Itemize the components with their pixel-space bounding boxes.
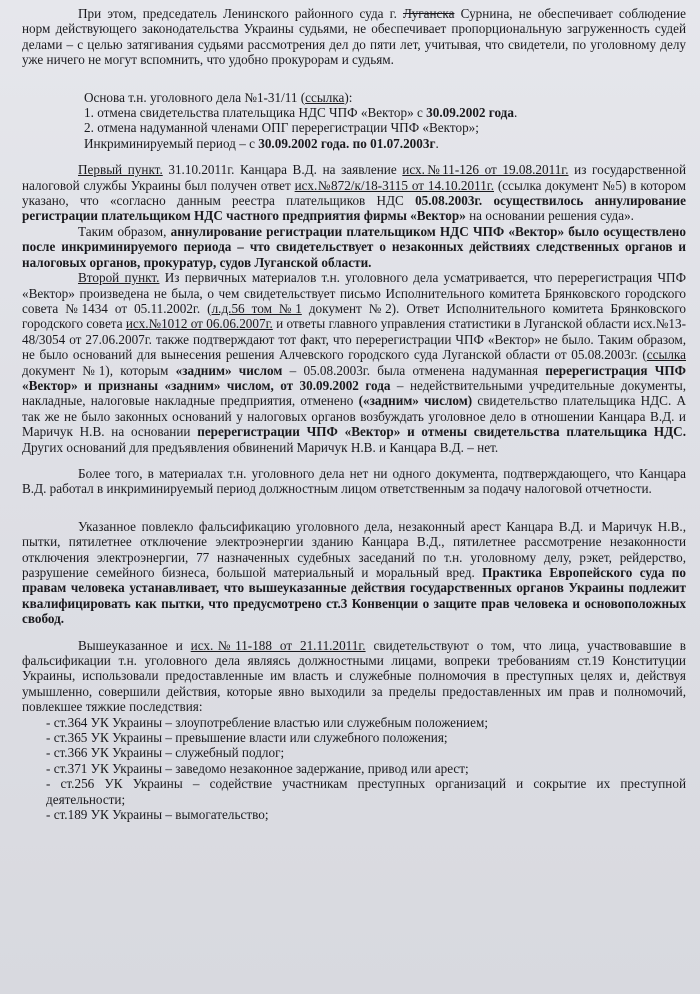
second-point-ref-1[interactable]: л.д.56 том №1	[211, 300, 302, 316]
consequences-bold: Практика Европейского суда по правам человека устанавливает, что вышеуказанные действия государственных органов Украины подлежит квалифицировать как пытки, что предусмотрено ст.3 Конвенции о защите прав человека и основоположных свобод.	[22, 565, 686, 627]
basis-heading-prefix: Основа т.н. уголовного дела №1-31/11 (	[84, 89, 306, 105]
article-item: - ст.189 УК Украины – вымогательство;	[46, 807, 269, 823]
basis-item-1-date: 30.09.2002 года	[426, 105, 514, 121]
second-point-text-7: свидетельство плательщика НДС. А так же не было законных оснований у налоговых органов возбуждать уголовное дело в отношении Канцара В.Д. и Маричук Н.В. на основании	[22, 393, 686, 440]
second-point-bold-3: («задним» числом)	[358, 393, 473, 409]
second-point-bold-4: перерегистрации ЧПФ «Вектор» и отмены свидетельства плательщика НДС.	[197, 424, 686, 440]
thus-bold: аннулирование регистрации плательщиком НДС ЧПФ «Вектор» было осуществлено после инкриминируемого периода – что свидетельствует о незаконных действиях следственных органов и налоговых органов, прокуратур, судов Луганской области.	[22, 223, 686, 270]
basis-item-1-text: 1. отмена свидетельства плательщика НДС ЧПФ «Вектор» с	[84, 105, 427, 121]
first-point-text-1: 31.10.2011г. Канцара В.Д. на заявление	[162, 162, 403, 178]
intro-text-1: При этом, председатель Ленинского районного суда г.	[78, 6, 404, 21]
second-point-ref-3[interactable]: ссылка	[646, 347, 686, 363]
basis-item-2: 2. отмена надуманной членами ОПГ перерегистрации ЧПФ «Вектор»;	[84, 120, 479, 136]
moreover-paragraph: Более того, в материалах т.н. уголовного дела нет ни одного документа, подтверждающего, что Канцара В.Д. работал в инкриминируемый период должностным лицом ответственным за подачу налоговой отчетности.	[22, 465, 686, 497]
basis-period-end: .	[435, 135, 439, 151]
article-item: - ст.365 УК Украины – превышение власти или служебного положения;	[46, 730, 448, 746]
second-point-label: Второй пункт.	[78, 270, 160, 286]
first-point-paragraph	[22, 162, 686, 224]
basis-link[interactable]: ссылка	[305, 89, 345, 105]
article-item: - ст.256 УК Украины – содействие участникам преступных организаций и сокрытие их преступной деятельности;	[46, 776, 686, 807]
basis-period	[84, 136, 686, 151]
basis-period-dates: 30.09.2002 года. по 01.07.2003г	[258, 135, 436, 151]
article-item: - ст.366 УК Украины – служебный подлог;	[46, 745, 285, 761]
second-point-text-5: – 05.08.2003г. была отменена надуманная	[282, 362, 546, 378]
above-text-1: Вышеуказанное и	[78, 637, 191, 653]
above-paragraph	[22, 638, 686, 715]
consequences-paragraph	[22, 519, 686, 627]
basis-heading	[84, 90, 686, 105]
first-point-ref-1[interactable]: исх.№11-126 от 19.08.2011г.	[402, 162, 569, 178]
article-item: - ст.371 УК Украины – заведомо незаконное задержание, привод или арест;	[46, 760, 469, 776]
basis-item-1-end: .	[513, 105, 518, 121]
first-point-label: Первый пункт.	[78, 162, 163, 178]
first-point-text-4: на основании решения суда».	[465, 208, 634, 224]
first-point-bold: 05.08.2003г. осуществилось аннулирование регистрации плательщиком НДС частного предприятия фирмы «Вектор»	[22, 193, 686, 224]
consequences-text: Указанное повлекло фальсификацию уголовного дела, незаконный арест Канцара В.Д. и Маричук Н.В., пытки, пятилетнее отключение электроэнергии зданию Канцара В.Д., пятилетнее рассмотрение незаконности отключения электроэнергии, 77 назначенных судебных заседаний по т.н. уголовному делу, рэкет, рейдерство, разрушение семейного бизнеса, большой материальный и моральный вред.	[22, 518, 686, 580]
second-point-text-1: Из первичных материалов т.н. уголовного дела усматривается, что перерегистрация ЧПФ «Вектор» произведена не была, о чем свидетельствует письмо Исполнительного комитета Брянковского городского совета №1434 от 05.11.2002г. (	[22, 270, 686, 316]
basis-heading-suffix: ):	[344, 89, 353, 105]
basis-period-text: Инкриминируемый период – с	[84, 135, 259, 151]
second-point-paragraph	[22, 270, 686, 455]
second-point-text-4: документ №1), которым	[22, 362, 176, 378]
above-ref-1[interactable]: исх.№11-188 от 21.11.2011г.	[190, 637, 366, 653]
thus-paragraph	[22, 224, 686, 270]
second-point-text-6: – недействительными учредительные документы, накладные, налоговые накладные предприятия, отменено	[22, 377, 686, 409]
first-point-text-3: (ссылка документ №5) в котором указано, что «согласно данным реестра плательщиков НДС	[22, 177, 686, 209]
second-point-text-3: и ответы главного управления статистики в Луганской области исх.№13-48/3054 от 27.06.2007г. также подтверждают тот факт, что перерегистрации ЧПФ «Вектор» не было. Таким образом, не было оснований для вынесения решения Алчевского городского суда Луганской области от 05.08.2003г. (	[22, 316, 686, 363]
first-point-ref-2[interactable]: исх.№872/к/18-3115 от 14.10.2011г.	[294, 177, 495, 193]
first-point-text-2: из государственной налоговой службы Украины был получен ответ	[22, 162, 687, 193]
basis-item-1	[84, 105, 686, 120]
second-point-bold-2: перерегистрация ЧПФ «Вектор» и признаны «задним» числом, от 30.09.2002 года	[22, 362, 687, 393]
articles-list	[22, 715, 686, 823]
intro-struck-word: Луганска	[403, 6, 455, 21]
thus-text: Таким образом,	[78, 223, 171, 239]
basis-block	[22, 90, 686, 152]
intro-text-2: Сурнина, не обеспечивает соблюдение норм действующего законодательства Украины судьями, не обеспечивает пропорциональную загруженность судей делами – с целью затягивания судьями рассмотрения дел до пяти лет, учитывая, что свидетели, по уголовному делу уже ничего не могут вспомнить, что удобно прокурорам и судьям.	[22, 6, 687, 68]
second-point-ref-2[interactable]: исх.№1012 от 06.06.2007г.	[125, 316, 273, 332]
second-point-bold-1: «задним» числом	[175, 362, 283, 378]
second-point-text-8: Других оснований для предъявления обвинений Маричук Н.В. и Канцара В.Д. – нет.	[22, 439, 499, 455]
second-point-text-2: документ №2). Ответ Исполнительного комитета Брянковского городского совета	[22, 300, 687, 332]
above-text-2: свидетельствуют о том, что лица, участвовавшие в фальсификации т.н. уголовного дела являясь должностными лицами, вопреки требованиям ст.19 Конституции Украины, использовали предоставленные им власть и служебные полномочия в преступных целях и, действуя умышленно, совершили действия, которые явно выходили за пределы предоставленных им прав и полномочий, повлекшее тяжкие последствия:	[22, 637, 686, 715]
intro-paragraph	[22, 6, 686, 68]
article-item: - ст.364 УК Украины – злоупотребление властью или служебным положением;	[46, 714, 488, 730]
